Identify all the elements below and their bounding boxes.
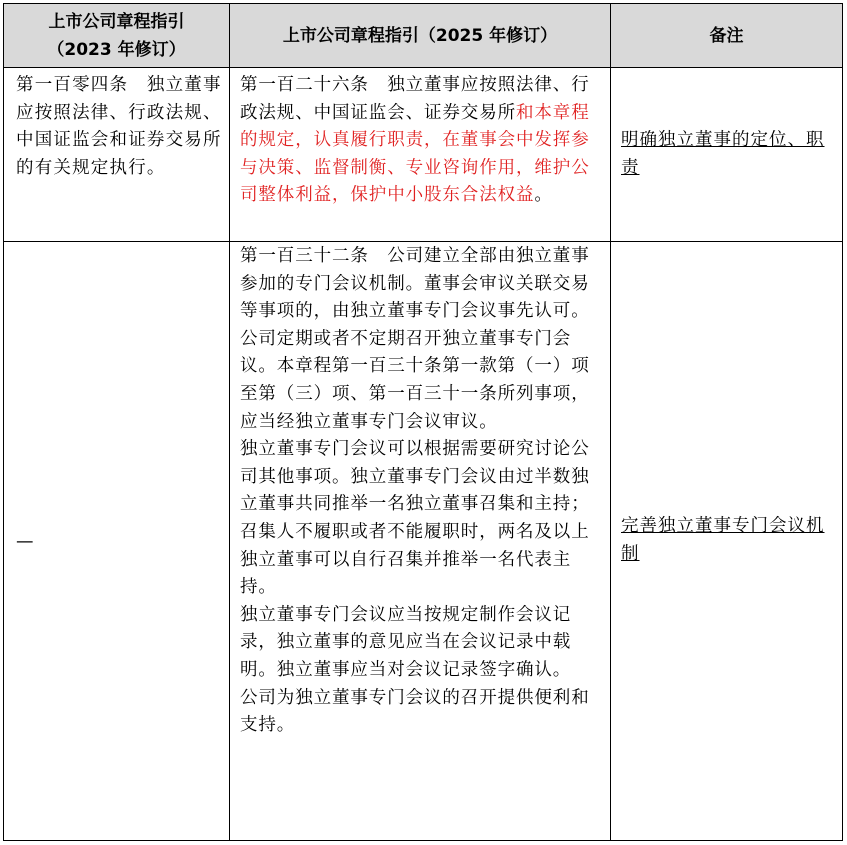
table-row bbox=[4, 242, 843, 841]
header-old-year: （2023 年修订） bbox=[47, 39, 186, 60]
paragraph: 公司定期或者不定期召开独立董事专门会议。本章程第一百三十条第一款第（一）项至第（三）项、第一百三十一条所列事项，应当经独立董事专门会议审议。 bbox=[240, 328, 590, 432]
new-clause-tail: 。 bbox=[534, 185, 553, 206]
remark-cell bbox=[611, 242, 843, 841]
header-new-version: 上市公司章程指引（2025 年修订） bbox=[230, 4, 611, 68]
comparison-table bbox=[3, 3, 843, 841]
remark-text: 完善独立董事专门会议机制 bbox=[621, 516, 825, 564]
new-clause-cell bbox=[230, 68, 611, 242]
paragraph: 第一百三十二条 公司建立全部由独立董事参加的专门会议机制。董事会审议关联交易等事项的，由独立董事专门会议事先认可。 bbox=[240, 246, 590, 322]
header-remarks: 备注 bbox=[611, 4, 843, 68]
paragraph: 独立董事专门会议可以根据需要研究讨论公司其他事项。独立董事专门会议由过半数独立董事共同推举一名独立董事召集和主持；召集人不履职或者不能履职时，两名及以上独立董事可以自行召集并推举一名代表主持。 bbox=[240, 439, 590, 598]
old-clause-cell: — bbox=[4, 242, 230, 841]
paragraph: 独立董事专门会议应当按规定制作会议记录，独立董事的意见应当在会议记录中载明。独立董事应当对会议记录签字确认。 bbox=[240, 604, 572, 680]
header-old-version bbox=[4, 4, 230, 68]
table-row bbox=[4, 68, 843, 242]
header-old-title: 上市公司章程指引 bbox=[48, 11, 185, 32]
remark-text: 明确独立董事的定位、职责 bbox=[621, 129, 825, 178]
remark-cell bbox=[611, 68, 843, 242]
new-clause-added-text: 和本章程的规定，认真履行职责，在董事会中发挥参与决策、监督制衡、专业咨询作用，维护公司整体利益，保护中小股东合法权益 bbox=[240, 102, 590, 206]
header-row bbox=[4, 4, 843, 68]
old-clause-cell: 第一百零四条 独立董事应按照法律、行政法规、中国证监会和证券交易所的有关规定执行。 bbox=[4, 68, 230, 242]
new-clause-cell bbox=[230, 242, 611, 841]
new-clause-text: 第一百二十六条 独立董事应按照法律、行政法规、中国证监会、证券交易所 bbox=[240, 75, 590, 123]
paragraph: 公司为独立董事专门会议的召开提供便利和支持。 bbox=[240, 687, 590, 736]
